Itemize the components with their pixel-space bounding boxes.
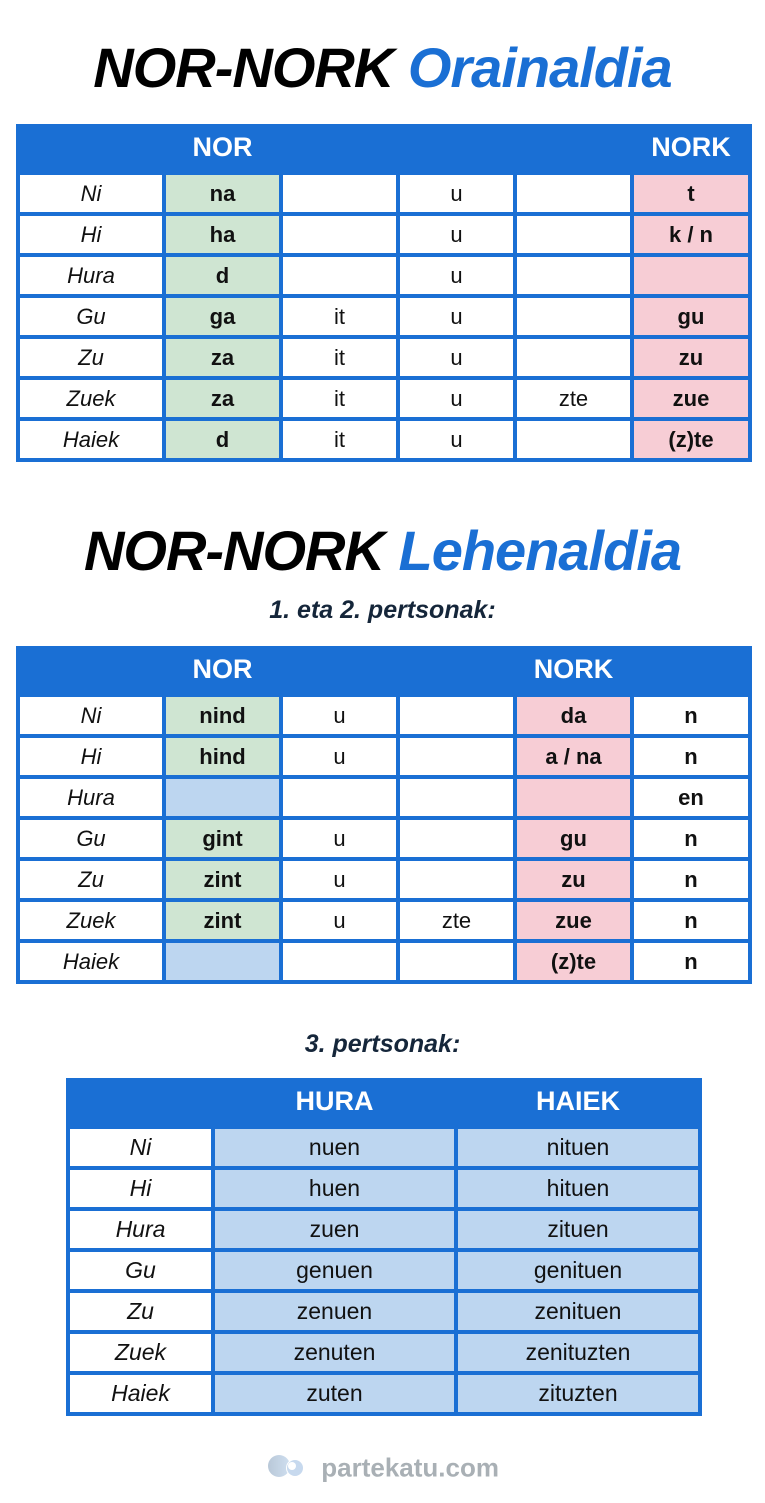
header-cell [632, 646, 750, 695]
past-suffix-cell: n [632, 736, 750, 777]
section1-title-black: NOR-NORK [93, 36, 394, 99]
plural-cell [398, 736, 515, 777]
table-row [18, 255, 750, 296]
table-row [18, 337, 750, 378]
pronoun-cell: Zu [68, 1291, 213, 1332]
pronoun-cell: Gu [68, 1250, 213, 1291]
nork-cell: gu [515, 818, 632, 859]
header-haiek: HAIEK [456, 1078, 700, 1127]
section1-title [0, 36, 765, 99]
pronoun-cell: Zu [18, 337, 164, 378]
haiek-form-cell: zituzten [456, 1373, 700, 1414]
suffix-cell [515, 214, 632, 255]
haiek-form-cell: zenituzten [456, 1332, 700, 1373]
root-cell: u [398, 173, 515, 214]
header-cell [398, 646, 515, 695]
nork-cell: zue [632, 378, 750, 419]
suffix-cell [515, 255, 632, 296]
nork-cell: zu [515, 859, 632, 900]
root-cell: u [281, 695, 398, 736]
nork-cell: zue [515, 900, 632, 941]
root-cell: u [281, 859, 398, 900]
hura-form-cell: nuen [213, 1127, 456, 1168]
section2-title-black: NOR-NORK [83, 519, 384, 582]
nor-cell: na [164, 173, 281, 214]
header-nork: NORK [632, 124, 750, 173]
header-cell [18, 124, 164, 173]
haiek-form-cell: zituen [456, 1209, 700, 1250]
table-row [18, 818, 750, 859]
pronoun-cell: Ni [68, 1127, 213, 1168]
root-cell: u [281, 736, 398, 777]
nor-cell: za [164, 378, 281, 419]
haiek-form-cell: nituen [456, 1127, 700, 1168]
root-cell: u [398, 378, 515, 419]
nor-cell [164, 941, 281, 982]
hura-form-cell: zuten [213, 1373, 456, 1414]
pronoun-cell: Zuek [18, 378, 164, 419]
plural-cell [281, 173, 398, 214]
nork-cell: (z)te [515, 941, 632, 982]
pronoun-cell: Hi [68, 1168, 213, 1209]
hura-form-cell: genuen [213, 1250, 456, 1291]
nork-cell: (z)te [632, 419, 750, 460]
table-header-row [18, 124, 750, 173]
header-cell [515, 124, 632, 173]
header-cell [398, 124, 515, 173]
nor-cell: nind [164, 695, 281, 736]
table-row [68, 1127, 700, 1168]
pronoun-cell: Hura [68, 1209, 213, 1250]
haiek-form-cell: zenituen [456, 1291, 700, 1332]
pronoun-cell: Zuek [68, 1332, 213, 1373]
hura-form-cell: zenuten [213, 1332, 456, 1373]
root-cell: u [398, 214, 515, 255]
hura-form-cell: zuen [213, 1209, 456, 1250]
nor-cell: zint [164, 900, 281, 941]
nork-cell: a / na [515, 736, 632, 777]
table-row [68, 1209, 700, 1250]
nor-cell: za [164, 337, 281, 378]
plural-cell: it [281, 419, 398, 460]
brand-name: partekatu.com [321, 1452, 499, 1483]
table-row [18, 900, 750, 941]
nor-cell: zint [164, 859, 281, 900]
section1-title-blue: Orainaldia [407, 36, 672, 99]
root-cell: u [398, 255, 515, 296]
table-header-row [18, 646, 750, 695]
table-row [18, 419, 750, 460]
root-cell: u [398, 296, 515, 337]
pronoun-cell: Gu [18, 818, 164, 859]
pronoun-cell: Haiek [18, 419, 164, 460]
table-row [18, 736, 750, 777]
header-cell [281, 124, 398, 173]
past-suffix-cell: n [632, 900, 750, 941]
plural-cell [398, 941, 515, 982]
plural-cell: it [281, 296, 398, 337]
suffix-cell [515, 337, 632, 378]
hura-form-cell: zenuen [213, 1291, 456, 1332]
table-row [68, 1373, 700, 1414]
pronoun-cell: Haiek [68, 1373, 213, 1414]
root-cell: u [398, 419, 515, 460]
suffix-cell [515, 173, 632, 214]
table-row [18, 296, 750, 337]
suffix-cell [515, 296, 632, 337]
nork-cell: k / n [632, 214, 750, 255]
footer-brand [0, 1452, 765, 1487]
pronoun-cell: Ni [18, 695, 164, 736]
plural-cell: it [281, 337, 398, 378]
suffix-cell: zte [515, 378, 632, 419]
nork-cell [515, 777, 632, 818]
section2-subtitle: 1. eta 2. pertsonak: [269, 596, 496, 624]
header-nor: NOR [164, 646, 281, 695]
plural-cell: it [281, 378, 398, 419]
past-suffix-cell: n [632, 859, 750, 900]
pronoun-cell: Hura [18, 777, 164, 818]
nork-cell: t [632, 173, 750, 214]
partekatu-logo-icon [266, 1452, 308, 1487]
plural-cell [281, 214, 398, 255]
past-suffix-cell: n [632, 941, 750, 982]
pronoun-cell: Ni [18, 173, 164, 214]
section2-title-blue: Lehenaldia [398, 519, 682, 582]
table-row [68, 1291, 700, 1332]
section3-subtitle: 3. pertsonak: [304, 1030, 461, 1058]
nor-cell: hind [164, 736, 281, 777]
table-row [18, 214, 750, 255]
plural-cell [398, 818, 515, 859]
haiek-form-cell: hituen [456, 1168, 700, 1209]
haiek-form-cell: genituen [456, 1250, 700, 1291]
pronoun-cell: Haiek [18, 941, 164, 982]
root-cell [281, 777, 398, 818]
header-cell [281, 646, 398, 695]
pronoun-cell: Zu [18, 859, 164, 900]
orainaldia-table [16, 124, 752, 462]
root-cell: u [281, 900, 398, 941]
nor-cell: ha [164, 214, 281, 255]
table-row [68, 1332, 700, 1373]
pronoun-cell: Gu [18, 296, 164, 337]
hura-form-cell: huen [213, 1168, 456, 1209]
header-nor: NOR [164, 124, 281, 173]
header-cell [18, 646, 164, 695]
root-cell [281, 941, 398, 982]
plural-cell [398, 859, 515, 900]
section2-title [0, 519, 765, 582]
table-row [68, 1168, 700, 1209]
table-row [18, 859, 750, 900]
past-suffix-cell: n [632, 695, 750, 736]
table-row [18, 173, 750, 214]
past-suffix-cell: n [632, 818, 750, 859]
nork-cell: da [515, 695, 632, 736]
table-row [68, 1250, 700, 1291]
nor-cell: d [164, 419, 281, 460]
plural-cell: zte [398, 900, 515, 941]
header-hura: HURA [213, 1078, 456, 1127]
pronoun-cell: Zuek [18, 900, 164, 941]
pronoun-cell: Hura [18, 255, 164, 296]
root-cell: u [281, 818, 398, 859]
table-row [18, 378, 750, 419]
nork-cell [632, 255, 750, 296]
suffix-cell [515, 419, 632, 460]
nor-cell [164, 777, 281, 818]
root-cell: u [398, 337, 515, 378]
nor-cell: d [164, 255, 281, 296]
table-header-row [68, 1078, 700, 1127]
header-cell [68, 1078, 213, 1127]
table-row [18, 941, 750, 982]
table-row [18, 777, 750, 818]
plural-cell [398, 777, 515, 818]
pronoun-cell: Hi [18, 736, 164, 777]
lehenaldia-12-table [16, 646, 752, 984]
nork-cell: gu [632, 296, 750, 337]
pronoun-cell: Hi [18, 214, 164, 255]
nor-cell: gint [164, 818, 281, 859]
plural-cell [398, 695, 515, 736]
plural-cell [281, 255, 398, 296]
nor-cell: ga [164, 296, 281, 337]
lehenaldia-3-table [66, 1078, 702, 1416]
past-suffix-cell: en [632, 777, 750, 818]
nork-cell: zu [632, 337, 750, 378]
header-nork: NORK [515, 646, 632, 695]
table-row [18, 695, 750, 736]
